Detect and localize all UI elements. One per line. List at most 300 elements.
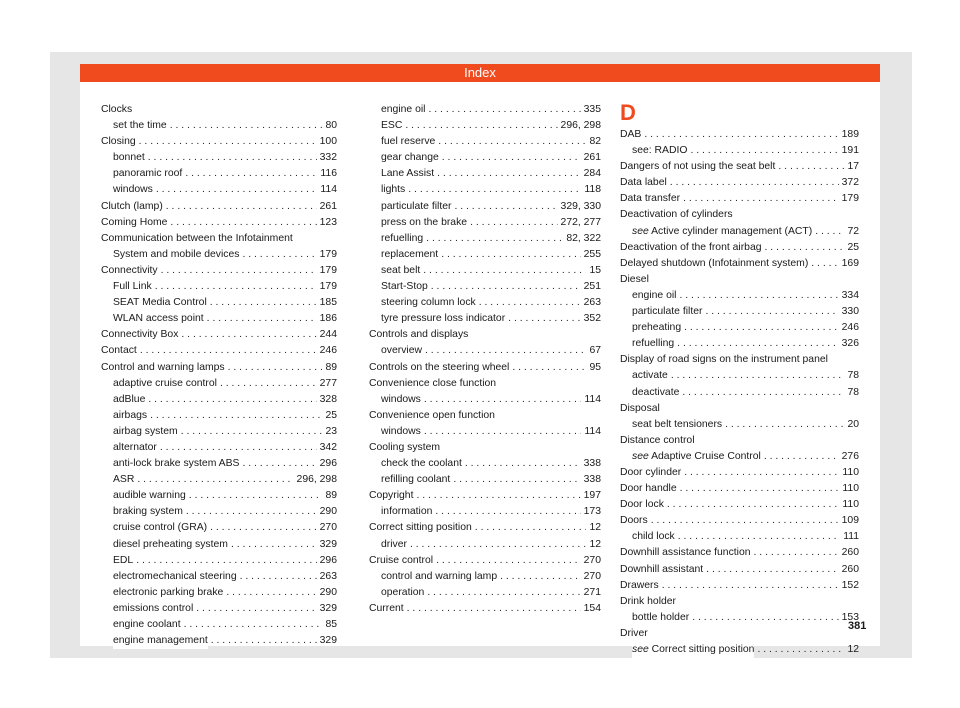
entry-page-ref: 80 <box>325 120 337 132</box>
entry-term: Connectivity <box>101 263 158 279</box>
entry-page-ref: 123 <box>319 216 337 228</box>
entry-term: Disposal <box>620 401 660 417</box>
entry-term: see: RADIO <box>632 143 687 159</box>
index-entry <box>369 360 601 376</box>
index-subentry <box>101 488 337 504</box>
entry-page-ref: 116 <box>320 168 337 180</box>
entry-term: Downhill assistance function <box>620 545 751 561</box>
dot-leader <box>210 520 317 536</box>
dot-leader <box>442 150 581 166</box>
dot-leader <box>705 304 838 320</box>
entry-page-ref: 152 <box>841 579 859 591</box>
dot-leader <box>667 497 840 513</box>
index-subentry <box>101 617 337 633</box>
index-entry <box>101 199 337 215</box>
entry-term: ASR <box>113 472 134 488</box>
index-entry <box>101 343 337 359</box>
entry-term: Drink holder <box>620 594 676 610</box>
dot-leader <box>424 424 582 440</box>
entry-page-ref: 335 <box>583 104 601 115</box>
dot-leader <box>150 408 322 424</box>
entry-page-ref: 153 <box>841 611 859 623</box>
index-entry <box>620 127 859 143</box>
index-subentry <box>620 385 859 401</box>
index-subentry <box>369 279 601 295</box>
dot-leader <box>231 537 317 553</box>
index-entry <box>620 562 859 578</box>
entry-page-ref: 329 <box>319 635 337 647</box>
index-subentry <box>101 585 337 601</box>
entry-page-ref: 169 <box>841 257 859 269</box>
entry-page-ref: 326 <box>841 338 859 350</box>
dot-leader <box>408 182 581 198</box>
entry-term: see Correct sitting position <box>632 642 754 658</box>
dot-leader <box>407 601 581 617</box>
dot-leader <box>684 465 839 481</box>
entry-term: Closing <box>101 134 136 150</box>
index-subentry <box>369 247 601 263</box>
entry-page-ref: 118 <box>584 184 601 196</box>
index-entry <box>620 497 859 513</box>
index-subentry <box>369 343 601 359</box>
entry-term: check the coolant <box>381 456 462 472</box>
dot-leader <box>148 150 317 166</box>
index-subentry <box>369 150 601 166</box>
dot-leader <box>441 247 580 263</box>
dot-leader <box>725 417 844 433</box>
index-subentry <box>620 417 859 433</box>
dot-leader <box>706 562 838 578</box>
dot-leader <box>427 585 580 601</box>
entry-page-ref: 329, 330 <box>560 200 601 212</box>
entry-term: tyre pressure loss indicator <box>381 311 505 327</box>
index-entry <box>369 327 601 343</box>
index-subentry <box>620 610 859 626</box>
entry-page-ref: 290 <box>319 586 337 598</box>
entry-page-ref: 296, 298 <box>560 120 601 132</box>
index-subentry <box>101 472 337 488</box>
index-subentry <box>369 118 601 134</box>
index-subentry <box>101 166 337 182</box>
entry-term: deactivate <box>632 385 679 401</box>
entry-page-ref: 284 <box>583 168 601 180</box>
entry-term: Controls on the steering wheel <box>369 360 509 376</box>
dot-leader <box>757 642 844 658</box>
entry-term: Cruise control <box>369 553 433 569</box>
entry-page-ref: 67 <box>589 345 601 357</box>
entry-term: anti-lock brake system ABS <box>113 456 239 472</box>
index-entry <box>620 513 859 529</box>
entry-page-ref: 260 <box>841 547 859 559</box>
index-subentry <box>369 231 601 247</box>
dot-leader <box>184 617 323 633</box>
dot-leader <box>210 295 317 311</box>
index-subentry <box>101 537 337 553</box>
index-entry <box>369 440 601 456</box>
entry-term: overview <box>381 343 422 359</box>
entry-term: Door handle <box>620 481 677 497</box>
dot-leader <box>670 175 839 191</box>
entry-term: refuelling <box>381 231 423 247</box>
entry-page-ref: 277 <box>319 377 337 389</box>
index-subentry <box>369 215 601 231</box>
index-entry <box>101 231 337 247</box>
index-subentry <box>369 585 601 601</box>
entry-term: Door cylinder <box>620 465 681 481</box>
index-subentry <box>101 279 337 295</box>
entry-page-ref: 20 <box>847 418 859 430</box>
index-subentry <box>369 263 601 279</box>
index-subentry <box>101 456 337 472</box>
index-subentry <box>369 456 601 472</box>
index-subentry <box>369 166 601 182</box>
entry-term: panoramic roof <box>113 166 182 182</box>
entry-page-ref: 110 <box>842 499 859 511</box>
entry-term: set the time <box>113 118 167 134</box>
entry-page-ref: 100 <box>319 136 337 148</box>
entry-page-ref: 261 <box>583 152 601 164</box>
dot-leader <box>438 134 586 150</box>
entry-term: diesel preheating system <box>113 537 228 553</box>
dot-leader <box>512 360 586 376</box>
entry-page-ref: 296, 298 <box>296 474 337 486</box>
dot-leader <box>500 569 581 585</box>
entry-term: Control and warning lamps <box>101 360 225 376</box>
entry-term: engine management <box>113 633 208 649</box>
entry-page-ref: 352 <box>583 313 601 325</box>
entry-term: Correct sitting position <box>369 520 472 536</box>
entry-page-ref: 12 <box>589 522 601 534</box>
entry-page-ref: 179 <box>319 248 337 260</box>
entry-term: activate <box>632 368 668 384</box>
dot-leader <box>136 553 316 569</box>
entry-page-ref: 25 <box>847 241 859 253</box>
entry-page-ref: 25 <box>325 409 337 421</box>
entry-term: particulate filter <box>632 304 702 320</box>
entry-page-ref: 338 <box>583 458 601 470</box>
entry-term: lights <box>381 182 405 198</box>
entry-term: Clutch (lamp) <box>101 199 163 215</box>
index-subentry <box>369 569 601 585</box>
dot-leader <box>662 578 839 594</box>
index-subentry <box>369 295 601 311</box>
entry-page-ref: 244 <box>319 329 337 341</box>
entry-term: adBlue <box>113 392 145 408</box>
entry-page-ref: 328 <box>319 393 337 405</box>
index-entry <box>369 408 601 424</box>
entry-page-ref: 290 <box>319 506 337 518</box>
index-subentry <box>101 150 337 166</box>
index-subentry <box>101 247 337 263</box>
index-entry <box>620 352 859 368</box>
entry-term: replacement <box>381 247 438 263</box>
entry-page-ref: 185 <box>319 297 337 309</box>
entry-page-ref: 332 <box>319 152 337 164</box>
entry-term: engine coolant <box>113 617 181 633</box>
dot-leader <box>148 392 316 408</box>
dot-leader <box>671 368 845 384</box>
index-entry <box>620 626 859 642</box>
dot-leader <box>160 440 317 456</box>
dot-leader <box>437 166 581 182</box>
entry-page-ref: 110 <box>842 466 859 478</box>
index-subentry <box>101 376 337 392</box>
index-subentry <box>369 392 601 408</box>
entry-page-ref: 17 <box>847 161 859 173</box>
index-subentry <box>620 449 859 465</box>
dot-leader <box>431 279 581 295</box>
page-number: 381 <box>848 620 867 632</box>
index-subentry <box>101 424 337 440</box>
entry-page-ref: 12 <box>589 538 601 550</box>
dot-leader <box>684 320 839 336</box>
entry-term: windows <box>381 424 421 440</box>
entry-term: audible warning <box>113 488 186 504</box>
index-subentry <box>369 311 601 327</box>
entry-page-ref: 329 <box>319 602 337 614</box>
entry-page-ref: 154 <box>583 602 601 614</box>
entry-page-ref: 95 <box>589 361 601 373</box>
index-subentry <box>620 368 859 384</box>
dot-leader <box>508 311 580 327</box>
index-entry <box>620 175 859 191</box>
index-entry <box>369 601 601 617</box>
dot-leader <box>211 633 317 649</box>
entry-term: Copyright <box>369 488 413 504</box>
entry-term: windows <box>381 392 421 408</box>
dot-leader <box>181 327 316 343</box>
entry-term: Distance control <box>620 433 695 449</box>
index-column-3 <box>620 100 859 658</box>
entry-term: Convenience open function <box>369 408 495 424</box>
entry-term: Contact <box>101 343 137 359</box>
index-column-2 <box>369 102 601 617</box>
dot-leader <box>185 166 317 182</box>
entry-term: engine oil <box>381 102 426 118</box>
entry-page-ref: 173 <box>583 506 601 518</box>
entry-page-ref: 179 <box>319 264 337 276</box>
index-subentry <box>620 320 859 336</box>
dot-leader <box>161 263 317 279</box>
entry-term: SEAT Media Control <box>113 295 207 311</box>
entry-term: driver <box>381 537 407 553</box>
entry-page-ref: 179 <box>319 281 337 293</box>
entry-page-ref: 78 <box>847 386 859 398</box>
dot-leader <box>680 481 840 497</box>
entry-page-ref: 179 <box>841 193 859 205</box>
index-entry <box>101 360 337 376</box>
dot-leader <box>410 537 586 553</box>
dot-leader <box>416 488 580 504</box>
index-subentry <box>369 537 601 553</box>
entry-term: DAB <box>620 127 641 143</box>
index-column-1 <box>101 102 337 649</box>
entry-page-ref: 338 <box>583 474 601 486</box>
dot-leader <box>815 224 844 240</box>
entry-page-ref: 82, 322 <box>566 232 601 244</box>
dot-leader <box>754 545 839 561</box>
index-subentry <box>101 311 337 327</box>
index-entry <box>620 594 859 610</box>
entry-page-ref: 89 <box>325 490 337 502</box>
entry-term: electromechanical steering <box>113 569 237 585</box>
index-entry <box>620 272 859 288</box>
dot-leader <box>678 529 840 545</box>
entry-term: steering column lock <box>381 295 476 311</box>
entry-page-ref: 270 <box>319 522 337 534</box>
index-subentry <box>101 520 337 536</box>
dot-leader <box>189 488 323 504</box>
entry-page-ref: 329 <box>319 538 337 550</box>
entry-term: Driver <box>620 626 648 642</box>
entry-page-ref: 82 <box>589 136 601 148</box>
entry-term: Downhill assistant <box>620 562 703 578</box>
entry-term: alternator <box>113 440 157 456</box>
dot-leader <box>465 456 581 472</box>
dot-leader <box>475 520 587 536</box>
dot-leader <box>181 424 323 440</box>
index-banner: Index <box>80 64 880 82</box>
index-entry <box>620 256 859 272</box>
entry-page-ref: 246 <box>319 345 337 357</box>
entry-term: Current <box>369 601 404 617</box>
index-entry <box>620 240 859 256</box>
dot-leader <box>424 392 582 408</box>
entry-term: Connectivity Box <box>101 327 178 343</box>
entry-page-ref: 189 <box>841 129 859 140</box>
index-entry <box>620 578 859 594</box>
entry-term: child lock <box>632 529 675 545</box>
entry-page-ref: 263 <box>319 570 337 582</box>
entry-term: bonnet <box>113 150 145 166</box>
index-entry <box>620 159 859 175</box>
dot-leader <box>166 199 317 215</box>
dot-leader <box>682 385 844 401</box>
index-subentry <box>101 601 337 617</box>
dot-leader <box>156 182 318 198</box>
dot-leader <box>139 134 317 150</box>
entry-term: adaptive cruise control <box>113 376 217 392</box>
dot-leader <box>137 472 293 488</box>
entry-page-ref: 263 <box>583 297 601 309</box>
dot-leader <box>242 247 316 263</box>
dot-leader <box>680 288 839 304</box>
dot-leader <box>405 118 557 134</box>
index-subentry <box>101 182 337 198</box>
entry-page-ref: 114 <box>584 393 601 405</box>
entry-term: gear change <box>381 150 439 166</box>
dot-leader <box>242 456 316 472</box>
entry-term: preheating <box>632 320 681 336</box>
entry-page-ref: 114 <box>320 184 337 196</box>
index-entry <box>369 553 601 569</box>
index-entry <box>369 376 601 392</box>
section-letter: D <box>620 100 636 125</box>
index-subentry <box>369 182 601 198</box>
index-subentry <box>620 642 859 658</box>
dot-leader <box>692 610 838 626</box>
dot-leader <box>436 553 581 569</box>
entry-term: Convenience close function <box>369 376 496 392</box>
dot-leader <box>170 215 316 231</box>
entry-page-ref: 270 <box>583 554 601 566</box>
dot-leader <box>186 504 317 520</box>
index-entry <box>620 433 859 449</box>
dot-leader <box>765 240 845 256</box>
entry-page-ref: 342 <box>319 441 337 453</box>
index-entry <box>620 401 859 417</box>
entry-term: refuelling <box>632 336 674 352</box>
entry-term: operation <box>381 585 424 601</box>
index-entry <box>620 481 859 497</box>
dot-leader <box>170 118 323 134</box>
entry-page-ref: 330 <box>841 306 859 318</box>
entry-term: airbag system <box>113 424 178 440</box>
entry-page-ref: 78 <box>847 370 859 382</box>
entry-term: particulate filter <box>381 199 451 215</box>
entry-term: Deactivation of the front airbag <box>620 240 762 256</box>
dot-leader <box>644 127 838 143</box>
index-subentry <box>369 472 601 488</box>
entry-term: Doors <box>620 513 648 529</box>
index-subentry <box>101 295 337 311</box>
index-entry <box>101 215 337 231</box>
index-subentry <box>101 633 337 649</box>
entry-page-ref: 272, 277 <box>560 216 601 228</box>
entry-term: Diesel <box>620 272 649 288</box>
index-subentry <box>101 569 337 585</box>
dot-leader <box>778 159 844 175</box>
entry-page-ref: 85 <box>325 619 337 630</box>
index-subentry <box>369 134 601 150</box>
index-entry <box>620 465 859 481</box>
dot-leader <box>228 360 323 376</box>
index-subentry <box>101 392 337 408</box>
index-subentry <box>620 288 859 304</box>
dot-leader <box>423 263 586 279</box>
entry-page-ref: 186 <box>319 313 337 325</box>
index-entry <box>101 102 337 118</box>
entry-term: bottle holder <box>632 610 689 626</box>
index-entry <box>620 545 859 561</box>
index-entry <box>101 263 337 279</box>
entry-term: Cooling system <box>369 440 440 456</box>
dot-leader <box>207 311 317 327</box>
entry-term: braking system <box>113 504 183 520</box>
entry-term: see Adaptive Cruise Control <box>632 449 761 465</box>
dot-leader <box>155 279 317 295</box>
entry-term: windows <box>113 182 153 198</box>
entry-page-ref: 270 <box>583 570 601 582</box>
entry-term: fuel reserve <box>381 134 435 150</box>
entry-term: Data label <box>620 175 667 191</box>
entry-term: Clocks <box>101 102 132 118</box>
entry-term: Data transfer <box>620 191 680 207</box>
index-subentry <box>101 553 337 569</box>
index-subentry <box>620 143 859 159</box>
entry-page-ref: 111 <box>843 531 859 543</box>
index-subentry <box>369 199 601 215</box>
dot-leader <box>690 143 838 159</box>
entry-page-ref: 276 <box>841 450 859 462</box>
dot-leader <box>426 231 563 247</box>
dot-leader <box>425 343 586 359</box>
entry-term: Drawers <box>620 578 659 594</box>
entry-page-ref: 114 <box>584 425 601 437</box>
index-entry <box>620 207 859 223</box>
entry-term: engine oil <box>632 288 677 304</box>
entry-page-ref: 12 <box>847 644 859 655</box>
